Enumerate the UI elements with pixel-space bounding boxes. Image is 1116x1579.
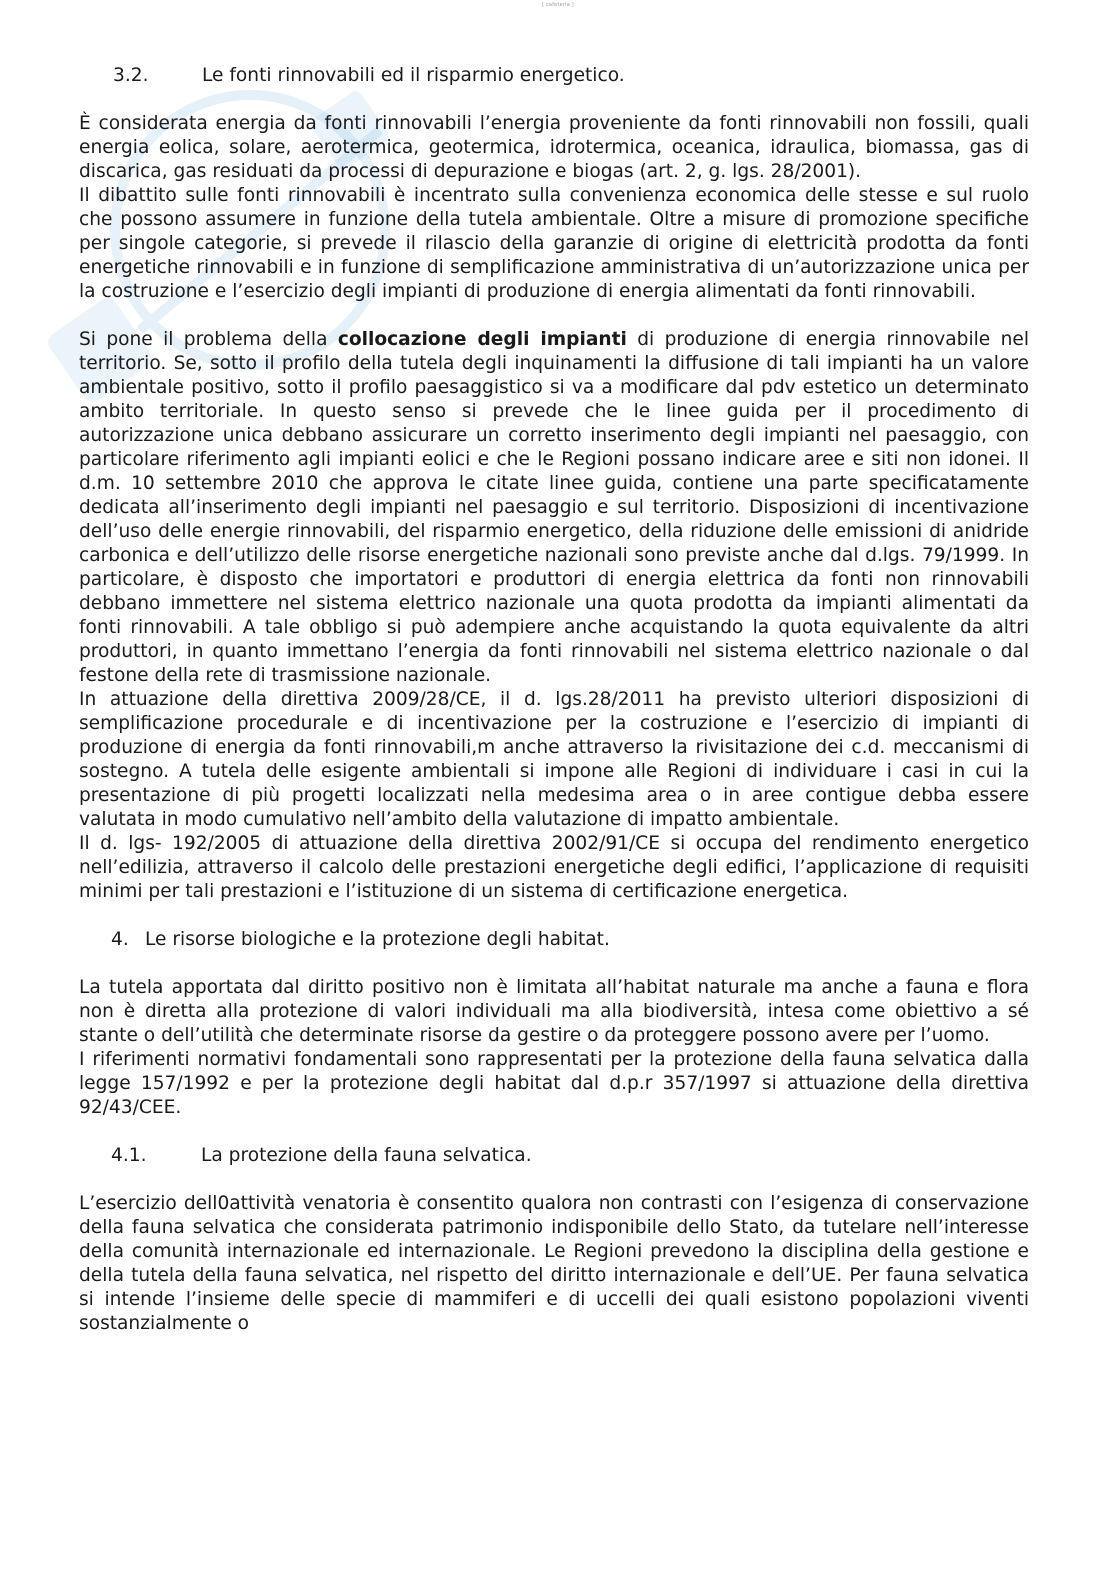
paragraph xyxy=(79,328,1029,688)
section-number: 4.1. xyxy=(111,1145,147,1166)
paragraph: La tutela apportata dal diritto positivo non è limitata all’habitat naturale ma anche a fauna e flora non è diretta alla protezione di valori individuali ma alla biodiversità, intesa come obiettivo a sé stante o dell’utilità che determinate risorse da gestire o da proteggere possono avere per l’uomo. xyxy=(79,977,1029,1046)
paragraph: Il dibattito sulle fonti rinnovabili è incentrato sulla convenienza economica delle stesse e sul ruolo che possono assumere in funzione della tutela ambientale. Oltre a misure di promozione specifiche per singole categorie, si prevede il rilascio della garanzie di origine di elettricità prodotta da fonti energetiche rinnovabili e in funzione di semplificazione amministrativa di un’autorizzazione unica per la costruzione e l’esercizio degli impianti di produzione di energia alimentati da fonti rinnovabili. xyxy=(79,185,1029,302)
bold-text: collocazione degli impianti xyxy=(337,329,627,350)
section-title: Le risorse biologiche e la protezione degli habitat. xyxy=(145,929,610,950)
section-number: 4. xyxy=(111,929,129,950)
text-run: di produzione di energia rinnovabile nel territorio. Se, sotto il profilo della tutela degli inquinamenti la diffusione di tali impianti ha un valore ambientale positivo, sotto il profilo paesaggistico si va a modificare dal pdv estetico un determinato ambito territoriale. In questo senso si prevede che le linee guida per il procedimento di autorizzazione unica debbano assicurare un corretto inserimento degli impianti nel paesaggio, con particolare riferimento agli impianti eolici e che le Regioni possano indicare aree e siti non idonei. Il d.m. 10 settembre 2010 che approva le citate linee guida, contiene una parte specificatamente dedicata all’inserimento degli impianti nel paesaggio e sul territorio. Disposizioni di incentivazione dell’uso delle energie rinnovabili, del risparmio energetico, della riduzione delle emissioni di anidride carbonica e dell’utilizzo delle risorse energetiche nazionali sono previste anche dal d.lgs. 79/1999. In particolare, è disposto che importatori e produttori di energia elettrica da fonti non rinnovabili debbano immettere nel sistema elettrico nazionale una quota prodotta da impianti alimentati da fonti rinnovabili. A tale obbligo si può adempiere anche acquistando la quota equivalente da altri produttori, in quanto immettano l’energia da fonti rinnovabili nel sistema elettrico nazionale o dal festone della rete di trasmissione nazionale. xyxy=(79,329,1030,686)
section-title: Le fonti rinnovabili ed il risparmio energetico. xyxy=(202,65,625,86)
section-heading-4 xyxy=(79,928,1029,952)
paragraph: In attuazione della direttiva 2009/28/CE, il d. lgs.28/2011 ha previsto ulteriori disposizioni di semplificazione procedurale e di incentivazione per la costruzione e l’esercizio di impianti di produzione di energia da fonti rinnovabili,m anche attraverso la rivisitazione dei c.d. meccanismi di sostegno. A tutela delle esigente ambientali si impone alle Regioni di individuare i casi in cui la presentazione di più progetti localizzati nella medesima area o in aree contigue debba essere valutata in modo cumulativo nell’ambito della valutazione di impatto ambientale. xyxy=(79,689,1029,830)
paragraph: I riferimenti normativi fondamentali sono rappresentati per la protezione della fauna selvatica dalla legge 157/1992 e per la protezione degli habitat dal d.p.r 357/1997 si attuazione della direttiva 92/43/CEE. xyxy=(79,1049,1029,1118)
section-title: La protezione della fauna selvatica. xyxy=(201,1145,532,1166)
section-heading-4-1 xyxy=(79,1144,1029,1168)
paragraph: È considerata energia da fonti rinnovabili l’energia proveniente da fonti rinnovabili non fossili, quali energia eolica, solare, aerotermica, geotermica, idrotermica, oceanica, idraulica, biomassa, gas di discarica, gas residuati da processi di depurazione e biogas (art. 2, g. lgs. 28/2001). xyxy=(79,113,1029,182)
section-number: 3.2. xyxy=(113,65,149,86)
section-heading-3-2 xyxy=(79,64,1029,88)
header-mark: [ cafeteria ] xyxy=(542,2,574,8)
paragraph: L’esercizio dell0attività venatoria è consentito qualora non contrasti con l’esigenza di conservazione della fauna selvatica che considerata patrimonio indisponibile dello Stato, da tutelare nell’interesse della comunità internazionale ed internazionale. Le Regioni prevedono la disciplina della gestione e della tutela della fauna selvatica, nel rispetto del diritto internazionale e dell’UE. Per fauna selvatica si intende l’insieme delle specie di mammiferi e di uccelli dei quali esistono popolazioni viventi sostanzialmente o xyxy=(79,1193,1029,1334)
text-run: Si pone il problema della xyxy=(79,329,338,350)
document-page xyxy=(79,64,1029,1336)
paragraph: Il d. lgs- 192/2005 di attuazione della direttiva 2002/91/CE si occupa del rendimento energetico nell’edilizia, attraverso il calcolo delle prestazioni energetiche degli edifici, l’applicazione di requisiti minimi per tali prestazioni e l’istituzione di un sistema di certificazione energetica. xyxy=(79,833,1029,902)
